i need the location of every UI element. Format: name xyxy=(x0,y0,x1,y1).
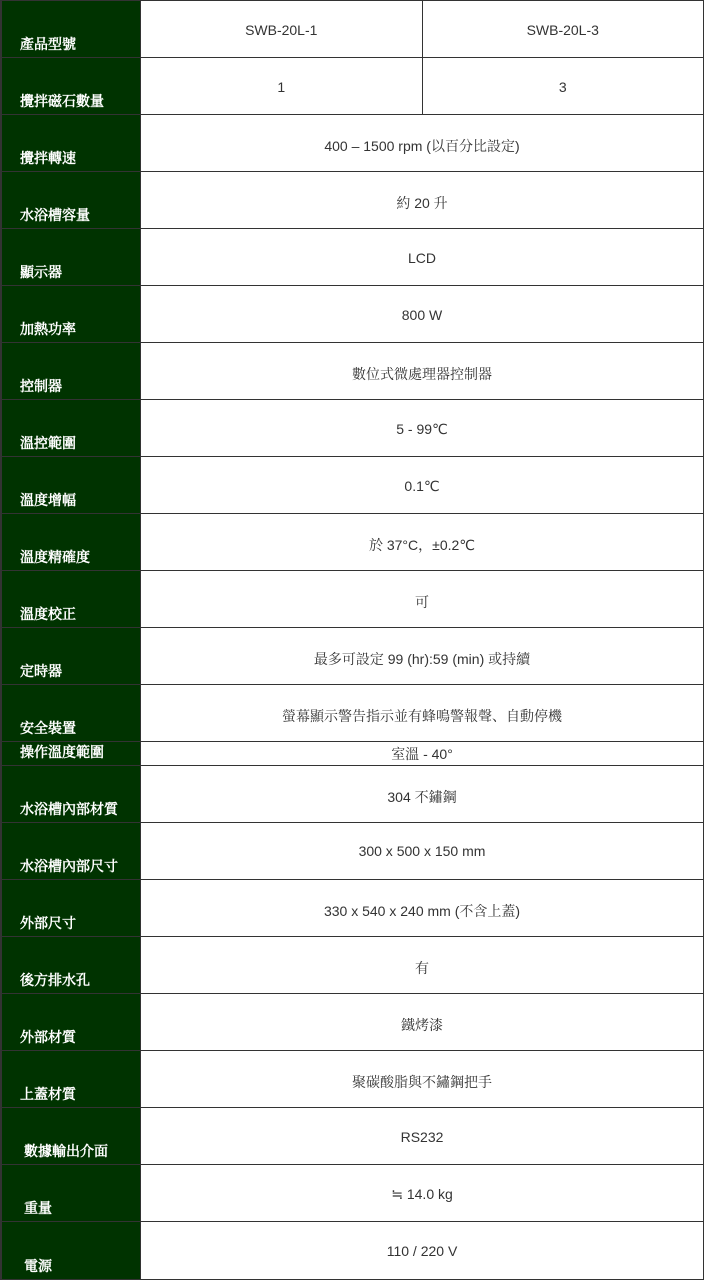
table-row xyxy=(1,1051,704,1108)
table-row xyxy=(1,571,704,628)
row-label: 攪拌磁石數量 xyxy=(1,58,141,115)
row-label: 定時器 xyxy=(1,628,141,685)
table-row xyxy=(1,823,704,880)
table-row xyxy=(1,685,704,742)
table-row xyxy=(1,229,704,286)
row-value: 0.1℃ xyxy=(141,457,704,514)
table-row xyxy=(1,115,704,172)
row-value: 5 - 99℃ xyxy=(141,400,704,457)
row-label: 控制器 xyxy=(1,343,141,400)
table-row xyxy=(1,286,704,343)
row-label: 水浴槽內部材質 xyxy=(1,766,141,823)
model-3: SWB-20L-3 xyxy=(422,1,704,58)
row-value: 室溫 - 40° xyxy=(141,742,704,766)
row-value: RS232 xyxy=(141,1108,704,1165)
table-row xyxy=(1,742,704,766)
table-row xyxy=(1,1222,704,1280)
row-label: 數據輸出介面 xyxy=(1,1108,141,1165)
row-label: 操作溫度範圍 xyxy=(1,742,141,766)
table-row xyxy=(1,1,704,58)
table-row xyxy=(1,994,704,1051)
model-1: SWB-20L-1 xyxy=(141,1,423,58)
table-row xyxy=(1,172,704,229)
row-value: 3 xyxy=(422,58,704,115)
row-label: 溫度校正 xyxy=(1,571,141,628)
row-value: 400 – 1500 rpm (以百分比設定) xyxy=(141,115,704,172)
row-label: 後方排水孔 xyxy=(1,937,141,994)
row-label: 上蓋材質 xyxy=(1,1051,141,1108)
row-label: 產品型號 xyxy=(1,1,141,58)
row-label: 溫度精確度 xyxy=(1,514,141,571)
row-label: 水浴槽內部尺寸 xyxy=(1,823,141,880)
table-row xyxy=(1,628,704,685)
row-value: 可 xyxy=(141,571,704,628)
row-label: 外部材質 xyxy=(1,994,141,1051)
row-value: LCD xyxy=(141,229,704,286)
row-label: 溫控範圍 xyxy=(1,400,141,457)
row-value: 有 xyxy=(141,937,704,994)
row-value: 數位式微處理器控制器 xyxy=(141,343,704,400)
table-row xyxy=(1,880,704,937)
table-row xyxy=(1,400,704,457)
row-value: 最多可設定 99 (hr):59 (min) 或持續 xyxy=(141,628,704,685)
row-value: 聚碳酸脂與不鏽鋼把手 xyxy=(141,1051,704,1108)
table-row xyxy=(1,343,704,400)
table-row xyxy=(1,766,704,823)
row-label: 安全裝置 xyxy=(1,685,141,742)
row-label: 加熱功率 xyxy=(1,286,141,343)
row-value: 螢幕顯示警告指示並有蜂鳴警報聲、自動停機 xyxy=(141,685,704,742)
row-value: 800 W xyxy=(141,286,704,343)
row-value: 鐵烤漆 xyxy=(141,994,704,1051)
row-value: 110 / 220 V xyxy=(141,1222,704,1280)
row-label: 外部尺寸 xyxy=(1,880,141,937)
table-row xyxy=(1,937,704,994)
table-row xyxy=(1,58,704,115)
row-label: 電源 xyxy=(1,1222,141,1280)
row-value: 1 xyxy=(141,58,423,115)
row-label: 顯示器 xyxy=(1,229,141,286)
row-label: 攪拌轉速 xyxy=(1,115,141,172)
row-value: 300 x 500 x 150 mm xyxy=(141,823,704,880)
row-label: 溫度增幅 xyxy=(1,457,141,514)
table-row xyxy=(1,457,704,514)
table-row xyxy=(1,1108,704,1165)
table-row xyxy=(1,514,704,571)
row-label: 重量 xyxy=(1,1165,141,1222)
row-label: 水浴槽容量 xyxy=(1,172,141,229)
row-value: 約 20 升 xyxy=(141,172,704,229)
row-value: 304 不鏽鋼 xyxy=(141,766,704,823)
row-value: 於 37°C，±0.2℃ xyxy=(141,514,704,571)
table-row xyxy=(1,1165,704,1222)
row-value: 330 x 540 x 240 mm (不含上蓋) xyxy=(141,880,704,937)
row-value: ≒ 14.0 kg xyxy=(141,1165,704,1222)
